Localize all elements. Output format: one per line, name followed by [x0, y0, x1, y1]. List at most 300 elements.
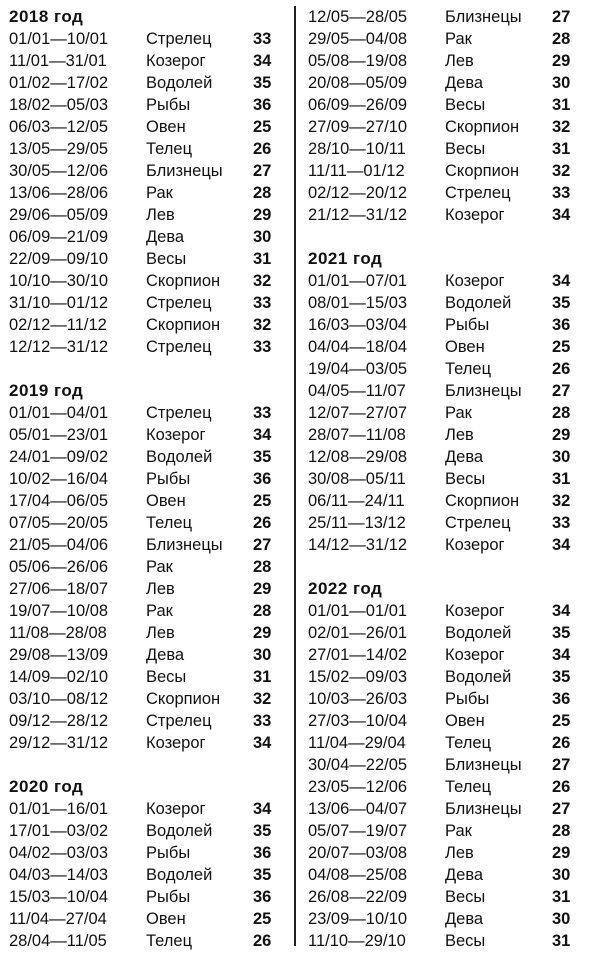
date-range: 09/12—28/12: [9, 712, 109, 730]
zodiac-sign: Стрелец: [146, 294, 212, 312]
sign-number: 35: [253, 74, 272, 92]
table-row: [308, 6, 590, 28]
zodiac-sign: Рак: [445, 30, 472, 48]
table-row: [9, 336, 285, 358]
date-range: 01/01—16/01: [9, 800, 109, 818]
date-range: 29/05—04/08: [308, 30, 408, 48]
sign-number: 28: [253, 602, 272, 620]
table-row: [9, 292, 285, 314]
table-row: [9, 710, 285, 732]
table-row: [9, 842, 285, 864]
table-row: [308, 644, 590, 666]
table-row: [308, 490, 590, 512]
sign-number: 32: [253, 316, 272, 334]
zodiac-sign: Козерог: [445, 646, 505, 664]
table-row: [9, 732, 285, 754]
table-row: [308, 776, 590, 798]
zodiac-sign: Козерог: [445, 206, 505, 224]
table-row: [308, 28, 590, 50]
date-range: 19/04—03/05: [308, 360, 408, 378]
zodiac-sign: Дева: [445, 448, 484, 466]
date-range: 29/06—05/09: [9, 206, 109, 224]
sign-number: 33: [552, 184, 571, 202]
table-row: [9, 622, 285, 644]
zodiac-sign: Весы: [445, 140, 486, 158]
date-range: 21/05—04/06: [9, 536, 109, 554]
table-row: [308, 336, 590, 358]
date-range: 29/08—13/09: [9, 646, 109, 664]
zodiac-sign: Водолей: [146, 866, 213, 884]
sign-number: 34: [253, 734, 272, 752]
zodiac-sign: Весы: [445, 932, 486, 950]
zodiac-sign: Козерог: [445, 272, 505, 290]
zodiac-sign: Телец: [445, 360, 492, 378]
zodiac-sign: Стрелец: [445, 184, 511, 202]
table-row: [308, 820, 590, 842]
date-range: 04/05—11/07: [308, 382, 406, 400]
year-section-2018: [9, 6, 285, 358]
date-range: 15/03—10/04: [9, 888, 109, 906]
zodiac-sign: Козерог: [146, 426, 206, 444]
date-range: 11/04—27/04: [9, 910, 107, 928]
sign-number: 30: [552, 74, 571, 92]
zodiac-sign: Овен: [146, 910, 186, 928]
zodiac-sign: Дева: [445, 866, 484, 884]
zodiac-sign: Рак: [146, 558, 173, 576]
sign-number: 32: [253, 690, 272, 708]
sign-number: 31: [253, 250, 272, 268]
table-row: [9, 534, 285, 556]
date-range: 04/03—14/03: [9, 866, 109, 884]
zodiac-sign: Водолей: [146, 448, 213, 466]
sign-number: 34: [253, 800, 272, 818]
sign-number: 26: [552, 778, 571, 796]
sign-number: 28: [253, 558, 272, 576]
table-row: [308, 622, 590, 644]
date-range: 27/06—18/07: [9, 580, 109, 598]
year-rows: [308, 600, 590, 952]
sign-number: 27: [552, 8, 571, 26]
sign-number: 34: [552, 272, 571, 290]
sign-number: 30: [253, 228, 272, 246]
sign-number: 34: [552, 646, 571, 664]
table-row: [308, 314, 590, 336]
table-row: [9, 138, 285, 160]
zodiac-sign: Весы: [445, 470, 486, 488]
date-range: 14/12—31/12: [308, 536, 408, 554]
zodiac-sign: Телец: [146, 932, 193, 950]
zodiac-sign: Рак: [445, 404, 472, 422]
sign-number: 31: [253, 668, 272, 686]
date-range: 14/09—02/10: [9, 668, 109, 686]
date-range: 31/10—01/12: [9, 294, 109, 312]
table-row: [308, 94, 590, 116]
date-range: 10/02—16/04: [9, 470, 109, 488]
zodiac-sign: Рыбы: [146, 470, 191, 488]
year-rows: [9, 28, 285, 358]
zodiac-sign: Овен: [146, 118, 186, 136]
zodiac-sign: Водолей: [146, 822, 213, 840]
sign-number: 27: [253, 536, 272, 554]
table-row: [9, 94, 285, 116]
date-range: 04/04—18/04: [308, 338, 408, 356]
date-range: 02/12—11/12: [9, 316, 107, 334]
date-range: 16/03—03/04: [308, 316, 408, 334]
year-section-2019: [9, 380, 285, 754]
zodiac-sign: Скорпион: [146, 316, 221, 334]
zodiac-sign: Козерог: [146, 52, 206, 70]
sign-number: 31: [552, 888, 571, 906]
sign-number: 28: [552, 404, 571, 422]
table-row: [9, 512, 285, 534]
sign-number: 25: [552, 338, 571, 356]
table-row: [308, 908, 590, 930]
sign-number: 33: [253, 338, 272, 356]
zodiac-sign: Скорпион: [445, 492, 520, 510]
date-range: 28/07—11/08: [308, 426, 406, 444]
table-row: [9, 314, 285, 336]
sign-number: 32: [552, 492, 571, 510]
sign-number: 31: [552, 96, 571, 114]
date-range: 06/03—12/05: [9, 118, 109, 136]
sign-number: 29: [552, 52, 571, 70]
table-row: [9, 688, 285, 710]
date-range: 11/11—01/12: [308, 162, 405, 180]
date-range: 11/10—29/10: [308, 932, 406, 950]
sign-number: 34: [253, 52, 272, 70]
table-row: [9, 908, 285, 930]
table-row: [308, 402, 590, 424]
zodiac-sign: Близнецы: [445, 756, 522, 774]
zodiac-sign: Телец: [445, 734, 492, 752]
sign-number: 31: [552, 932, 571, 950]
sign-number: 35: [552, 294, 571, 312]
sign-number: 35: [253, 448, 272, 466]
zodiac-sign: Рыбы: [146, 888, 191, 906]
zodiac-sign: Водолей: [445, 294, 512, 312]
sign-number: 28: [552, 822, 571, 840]
sign-number: 25: [253, 492, 272, 510]
sign-number: 35: [552, 668, 571, 686]
table-row: [308, 754, 590, 776]
sign-number: 29: [552, 426, 571, 444]
table-row: [308, 512, 590, 534]
sign-number: 26: [552, 734, 571, 752]
table-row: [308, 864, 590, 886]
zodiac-sign: Рак: [445, 822, 472, 840]
sign-number: 36: [253, 844, 272, 862]
sign-number: 33: [552, 514, 571, 532]
sign-number: 30: [552, 448, 571, 466]
date-range: 04/02—03/03: [9, 844, 109, 862]
table-row: [9, 72, 285, 94]
sign-number: 30: [552, 910, 571, 928]
table-row: [308, 116, 590, 138]
sign-number: 27: [552, 756, 571, 774]
zodiac-sign: Скорпион: [146, 272, 221, 290]
table-row: [9, 270, 285, 292]
date-range: 27/09—27/10: [308, 118, 408, 136]
date-range: 02/12—20/12: [308, 184, 408, 202]
date-range: 10/10—30/10: [9, 272, 109, 290]
table-row: [9, 578, 285, 600]
zodiac-sign: Лев: [445, 844, 474, 862]
sign-number: 35: [253, 822, 272, 840]
zodiac-sign: Близнецы: [445, 800, 522, 818]
table-row: [9, 798, 285, 820]
table-row: [308, 138, 590, 160]
zodiac-sign: Близнецы: [146, 536, 223, 554]
table-row: [9, 28, 285, 50]
zodiac-sign: Стрелец: [146, 338, 212, 356]
table-row: [308, 600, 590, 622]
date-range: 17/01—03/02: [9, 822, 109, 840]
sign-number: 29: [552, 844, 571, 862]
sign-number: 28: [552, 30, 571, 48]
year-section-2020: [9, 776, 285, 952]
zodiac-sign: Весы: [445, 96, 486, 114]
sign-number: 25: [253, 118, 272, 136]
zodiac-sign: Дева: [146, 646, 185, 664]
sign-number: 35: [253, 866, 272, 884]
sign-number: 29: [253, 206, 272, 224]
table-row: [9, 886, 285, 908]
year-heading: 2022 год: [308, 579, 383, 598]
sign-number: 34: [253, 426, 272, 444]
zodiac-sign: Телец: [445, 778, 492, 796]
zodiac-sign: Водолей: [146, 74, 213, 92]
date-range: 13/06—28/06: [9, 184, 109, 202]
table-row: [9, 402, 285, 424]
table-row: [308, 842, 590, 864]
zodiac-sign: Дева: [445, 74, 484, 92]
table-row: [308, 160, 590, 182]
date-range: 23/09—10/10: [308, 910, 408, 928]
sign-number: 32: [552, 118, 571, 136]
sign-number: 25: [253, 910, 272, 928]
zodiac-sign: Рыбы: [445, 690, 490, 708]
zodiac-sign: Близнецы: [146, 162, 223, 180]
table-row: [308, 182, 590, 204]
sign-number: 30: [253, 646, 272, 664]
table-row: [9, 930, 285, 952]
date-range: 02/01—26/01: [308, 624, 408, 642]
sign-number: 33: [253, 294, 272, 312]
zodiac-sign: Рак: [146, 602, 173, 620]
sign-number: 33: [253, 30, 272, 48]
zodiac-sign: Лев: [146, 206, 175, 224]
sign-number: 29: [253, 580, 272, 598]
zodiac-sign: Лев: [445, 426, 474, 444]
zodiac-sign: Стрелец: [445, 514, 511, 532]
table-row: [9, 116, 285, 138]
date-range: 23/05—12/06: [308, 778, 408, 796]
sign-number: 27: [552, 382, 571, 400]
date-range: 30/08—05/11: [308, 470, 406, 488]
zodiac-sign: Козерог: [146, 800, 206, 818]
zodiac-sign: Лев: [445, 52, 474, 70]
zodiac-sign: Козерог: [445, 536, 505, 554]
zodiac-sign: Весы: [146, 668, 187, 686]
sign-number: 30: [552, 866, 571, 884]
table-row: [308, 72, 590, 94]
date-range: 13/06—04/07: [308, 800, 408, 818]
date-range: 06/11—24/11: [308, 492, 405, 510]
sign-number: 27: [253, 162, 272, 180]
date-range: 06/09—21/09: [9, 228, 109, 246]
zodiac-sign: Телец: [146, 140, 193, 158]
sign-number: 26: [552, 360, 571, 378]
table-row: [9, 468, 285, 490]
zodiac-sign: Рыбы: [146, 844, 191, 862]
date-range: 29/12—31/12: [9, 734, 109, 752]
date-range: 11/08—28/08: [9, 624, 107, 642]
table-row: [308, 270, 590, 292]
year-section-2022: [308, 578, 590, 952]
sign-number: 27: [552, 800, 571, 818]
sign-number: 36: [253, 470, 272, 488]
date-range: 07/05—20/05: [9, 514, 109, 532]
table-row: [308, 534, 590, 556]
left-column: [9, 0, 285, 952]
table-row: [308, 886, 590, 908]
date-range: 11/04—29/04: [308, 734, 406, 752]
sign-number: 31: [552, 470, 571, 488]
zodiac-sign: Козерог: [146, 734, 206, 752]
date-range: 22/09—09/10: [9, 250, 109, 268]
zodiac-sign: Овен: [445, 338, 485, 356]
table-row: [9, 600, 285, 622]
table-row: [9, 226, 285, 248]
date-range: 21/12—31/12: [308, 206, 408, 224]
column-divider: [294, 6, 296, 946]
date-range: 10/03—26/03: [308, 690, 408, 708]
sign-number: 36: [552, 690, 571, 708]
date-range: 24/01—09/02: [9, 448, 109, 466]
date-range: 17/04—06/05: [9, 492, 109, 510]
zodiac-sign: Рыбы: [146, 96, 191, 114]
zodiac-sign: Близнецы: [445, 8, 522, 26]
date-range: 30/05—12/06: [9, 162, 109, 180]
zodiac-sign: Дева: [146, 228, 185, 246]
table-row: [9, 820, 285, 842]
date-range: 05/01—23/01: [9, 426, 109, 444]
date-range: 06/09—26/09: [308, 96, 408, 114]
sign-number: 36: [253, 96, 272, 114]
table-row: [308, 50, 590, 72]
sign-number: 32: [552, 162, 571, 180]
zodiac-sign: Рак: [146, 184, 173, 202]
sign-number: 34: [552, 206, 571, 224]
table-row: [9, 666, 285, 688]
table-row: [9, 644, 285, 666]
table-row: [9, 556, 285, 578]
date-range: 01/01—01/01: [308, 602, 408, 620]
date-range: 12/07—27/07: [308, 404, 408, 422]
date-range: 05/08—19/08: [308, 52, 408, 70]
date-range: 12/08—29/08: [308, 448, 408, 466]
table-row: [308, 710, 590, 732]
year-heading: 2018 год: [9, 7, 84, 26]
sign-number: 33: [253, 404, 272, 422]
table-row: [9, 490, 285, 512]
date-range: 08/01—15/03: [308, 294, 408, 312]
zodiac-sign: Рыбы: [445, 316, 490, 334]
date-range: 05/07—19/07: [308, 822, 408, 840]
sign-number: 26: [253, 140, 272, 158]
zodiac-sign: Скорпион: [445, 118, 520, 136]
date-range: 12/12—31/12: [9, 338, 109, 356]
table-row: [9, 864, 285, 886]
date-range: 05/06—26/06: [9, 558, 109, 576]
sign-number: 25: [552, 712, 571, 730]
zodiac-sign: Стрелец: [146, 30, 212, 48]
date-range: 20/07—03/08: [308, 844, 408, 862]
date-range: 27/03—10/04: [308, 712, 408, 730]
sign-number: 34: [552, 602, 571, 620]
zodiac-sign: Лев: [146, 580, 175, 598]
zodiac-sign: Овен: [146, 492, 186, 510]
zodiac-sign: Скорпион: [445, 162, 520, 180]
sign-number: 36: [552, 316, 571, 334]
zodiac-sign: Лев: [146, 624, 175, 642]
date-range: 01/01—04/01: [9, 404, 109, 422]
date-range: 18/02—05/03: [9, 96, 109, 114]
year-rows: [9, 402, 285, 754]
date-range: 01/02—17/02: [9, 74, 109, 92]
date-range: 20/08—05/09: [308, 74, 408, 92]
table-row: [308, 732, 590, 754]
sign-number: 32: [253, 272, 272, 290]
date-range: 04/08—25/08: [308, 866, 408, 884]
date-range: 15/02—09/03: [308, 668, 408, 686]
date-range: 12/05—28/05: [308, 8, 408, 26]
sign-number: 28: [253, 184, 272, 202]
table-row: [308, 380, 590, 402]
date-range: 25/11—13/12: [308, 514, 406, 532]
right-column: [308, 0, 590, 952]
sign-number: 26: [253, 514, 272, 532]
sign-number: 33: [253, 712, 272, 730]
zodiac-sign: Весы: [146, 250, 187, 268]
table-row: [9, 248, 285, 270]
sign-number: 29: [253, 624, 272, 642]
sign-number: 26: [253, 932, 272, 950]
date-range: 01/01—07/01: [308, 272, 408, 290]
zodiac-sign: Козерог: [445, 602, 505, 620]
table-row: [308, 424, 590, 446]
date-range: 28/04—11/05: [9, 932, 107, 950]
zodiac-sign: Близнецы: [445, 382, 522, 400]
table-row: [9, 446, 285, 468]
year-rows: [308, 6, 590, 226]
year-rows: [308, 270, 590, 556]
table-row: [308, 798, 590, 820]
table-row: [9, 160, 285, 182]
year-rows: [9, 798, 285, 952]
zodiac-sign: Весы: [445, 888, 486, 906]
date-range: 11/01—31/01: [9, 52, 107, 70]
table-row: [9, 182, 285, 204]
zodiac-sign: Скорпион: [146, 690, 221, 708]
date-range: 30/04—22/05: [308, 756, 408, 774]
table-row: [308, 204, 590, 226]
sign-number: 35: [552, 624, 571, 642]
zodiac-sign: Телец: [146, 514, 193, 532]
zodiac-sign: Овен: [445, 712, 485, 730]
table-row: [308, 292, 590, 314]
table-row: [308, 666, 590, 688]
